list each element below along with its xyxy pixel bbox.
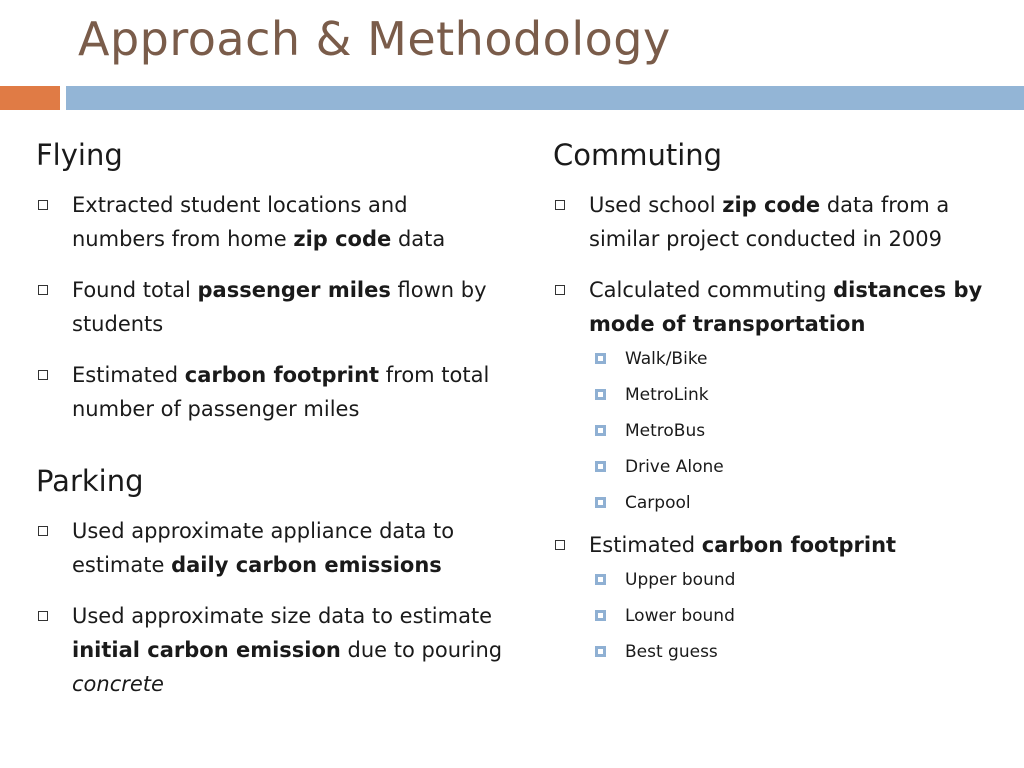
sub-list-item: Best guess: [589, 638, 1003, 666]
square-bullet-icon: [595, 425, 606, 436]
square-bullet-icon: [595, 353, 606, 364]
right-column: [553, 138, 1003, 677]
square-bullet-icon: [595, 646, 606, 657]
sub-list-item: MetroBus: [589, 417, 1003, 445]
commuting-list: [553, 188, 1003, 666]
sub-list-item: Lower bound: [589, 602, 1003, 630]
square-bullet-icon: [595, 497, 606, 508]
sub-list-item: MetroLink: [589, 381, 1003, 409]
list-item: Used school zip code data from a similar project conducted in 2009: [553, 188, 1003, 256]
accent-bar-orange: [0, 86, 60, 110]
list-item: Calculated commuting distances by mode of transportation Walk/Bike MetroLink MetroBus Drive Alone Carpool: [553, 273, 1003, 517]
square-bullet-icon: [595, 574, 606, 585]
list-item: Estimated carbon footprint Upper bound Lower bound Best guess: [553, 528, 1003, 666]
commuting-heading: Commuting: [553, 138, 723, 172]
sub-list-item: Upper bound: [589, 566, 1003, 594]
sub-list-item: Walk/Bike: [589, 345, 1003, 373]
accent-bar-blue: [66, 86, 1024, 110]
square-bullet-icon: [555, 200, 565, 210]
square-bullet-icon: [38, 200, 48, 210]
parking-heading: Parking: [36, 464, 144, 498]
square-bullet-icon: [38, 370, 48, 380]
list-item: Used approximate size data to estimate initial carbon emission due to pouring concrete: [36, 599, 506, 701]
square-bullet-icon: [555, 540, 565, 550]
square-bullet-icon: [38, 526, 48, 536]
slide-title: Approach & Methodology: [78, 12, 671, 66]
transport-mode-sublist: [589, 345, 1003, 517]
square-bullet-icon: [38, 611, 48, 621]
square-bullet-icon: [555, 285, 565, 295]
parking-list: [36, 514, 506, 701]
list-item: Found total passenger miles flown by students: [36, 273, 506, 341]
estimate-bounds-sublist: [589, 566, 1003, 666]
square-bullet-icon: [595, 610, 606, 621]
list-item: Used approximate appliance data to estimate daily carbon emissions: [36, 514, 506, 582]
square-bullet-icon: [595, 461, 606, 472]
square-bullet-icon: [38, 285, 48, 295]
list-item: Extracted student locations and numbers from home zip code data: [36, 188, 506, 256]
flying-heading: Flying: [36, 138, 123, 172]
sub-list-item: Drive Alone: [589, 453, 1003, 481]
flying-list: [36, 188, 506, 426]
list-item: Estimated carbon footprint from total number of passenger miles: [36, 358, 506, 426]
sub-list-item: Carpool: [589, 489, 1003, 517]
square-bullet-icon: [595, 389, 606, 400]
left-column: [36, 138, 506, 718]
